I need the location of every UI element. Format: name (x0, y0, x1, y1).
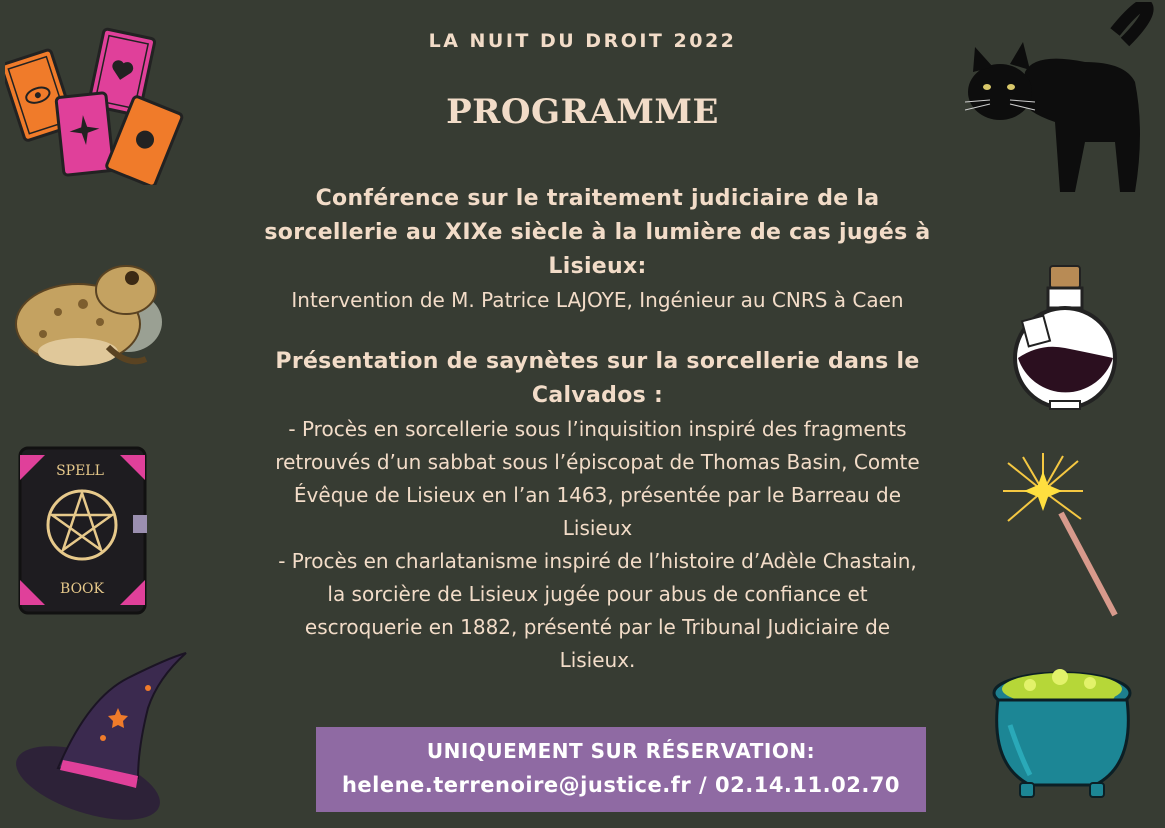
frog-icon (8, 252, 163, 374)
sparkler-wand-icon (1003, 453, 1121, 621)
presentation-line: Lisieux. (559, 648, 636, 672)
cauldron-icon (990, 655, 1145, 805)
presentation-line: - Procès en charlatanisme inspiré de l’histoire d’Adèle Chastain, (278, 549, 917, 573)
reservation-box (316, 727, 926, 812)
presentation-line: retrouvés d’un sabbat sous l’épiscopat de Thomas Basin, Comte (275, 450, 920, 474)
reservation-label: UNIQUEMENT SUR RÉSERVATION: (426, 739, 816, 763)
conference-heading-line: Lisieux: (548, 254, 647, 279)
presentation-heading-line: Présentation de saynètes sur la sorcellerie dans le (275, 349, 920, 374)
presentation-heading-line: Calvados : (531, 383, 664, 408)
program-content (200, 182, 995, 677)
tarot-cards-icon (5, 25, 185, 185)
conference-speaker: Intervention de M. Patrice LAJOYE, Ingénieur au CNRS à Caen (291, 288, 904, 312)
conference-heading-line: sorcellerie au XIXe siècle à la lumière de cas jugés à (264, 220, 931, 245)
presentation-line: - Procès en sorcellerie sous l’inquisition inspiré des fragments (288, 417, 907, 441)
spell-book-bottom-text: BOOK (60, 581, 104, 597)
witch-hat-icon (8, 648, 193, 823)
black-cat-icon (965, 2, 1163, 202)
presentation-line: Évêque de Lisieux en l’an 1463, présentée par le Barreau de (293, 483, 902, 507)
presentation-line: la sorcière de Lisieux jugée pour abus de confiance et (327, 582, 868, 606)
potion-bottle-icon (1010, 263, 1122, 413)
spell-book-top-text: SPELL (56, 463, 104, 479)
presentation-line: escroquerie en 1882, présenté par le Tribunal Judiciaire de (304, 615, 891, 639)
conference-heading-line: Conférence sur le traitement judiciaire de la (315, 186, 880, 211)
event-title: LA NUIT DU DROIT 2022 (428, 30, 737, 52)
page-title: PROGRAMME (446, 92, 719, 132)
presentation-line: Lisieux (562, 516, 633, 540)
reservation-contact[interactable]: helene.terrenoire@justice.fr / 02.14.11.02.70 (341, 773, 901, 797)
spell-book-icon (15, 445, 155, 615)
